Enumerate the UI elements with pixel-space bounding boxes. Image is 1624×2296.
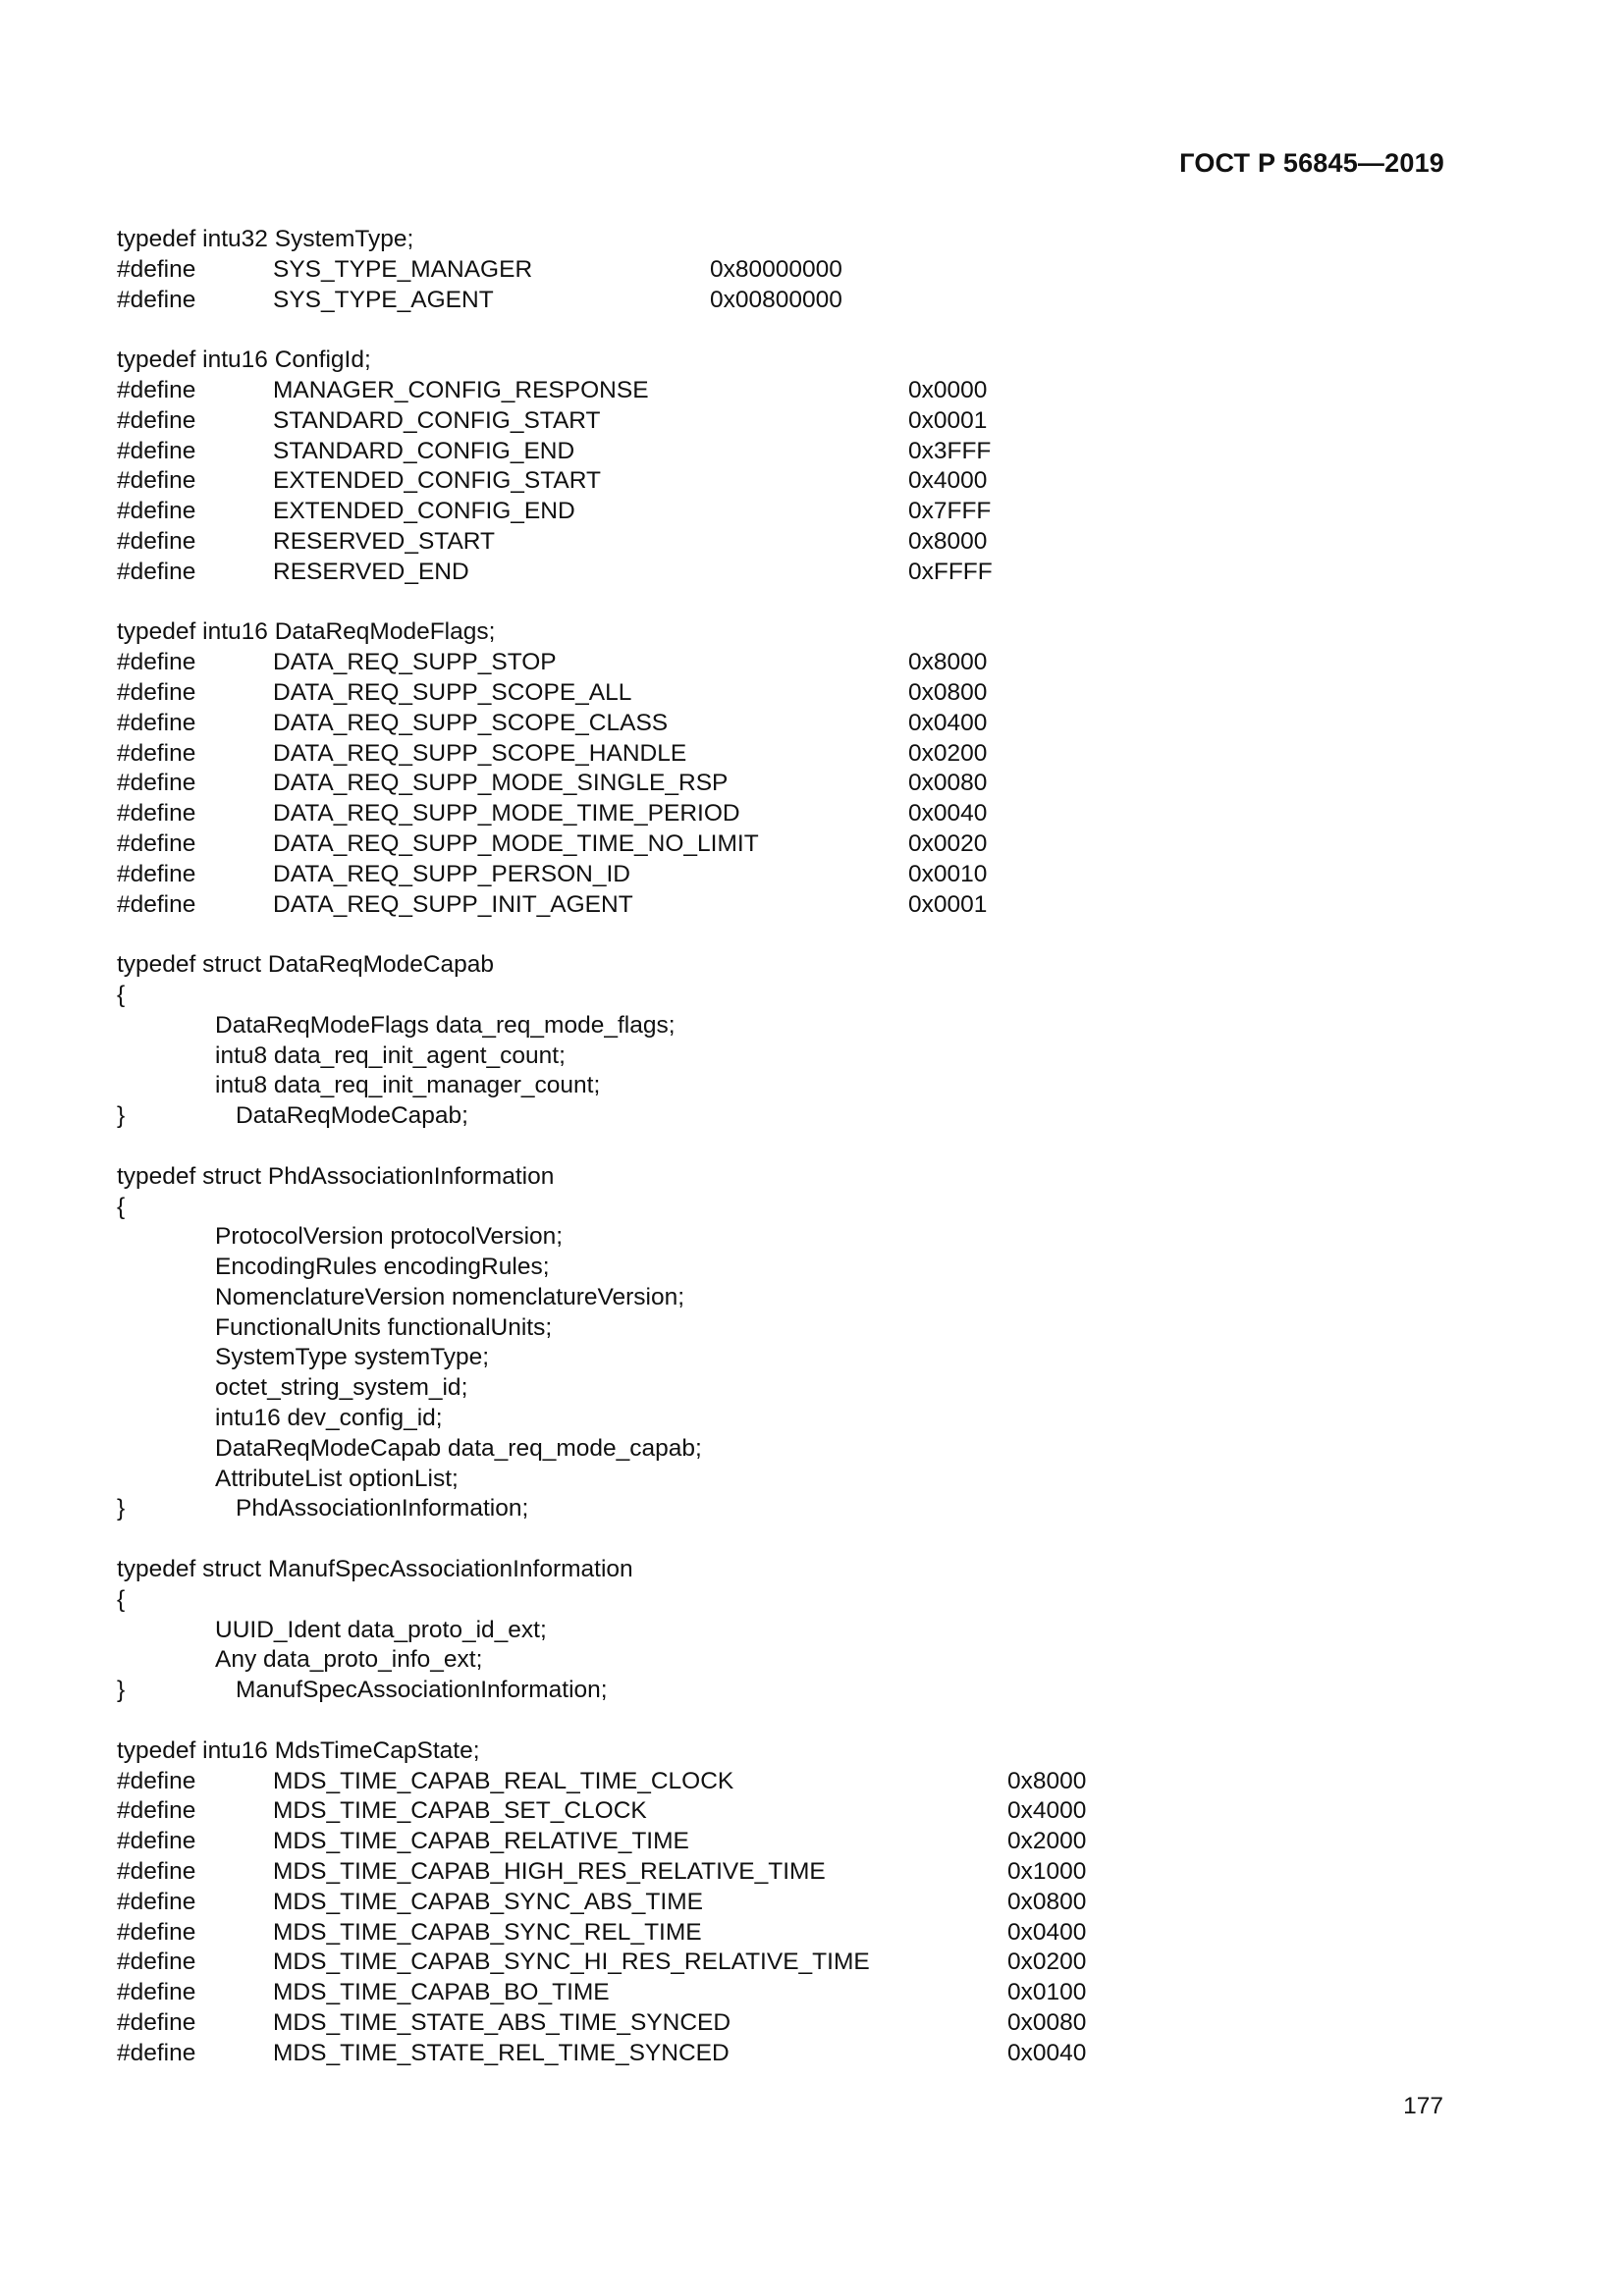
define-value: 0x2000 bbox=[1007, 1828, 1087, 1855]
define-value: 0x0040 bbox=[1007, 2039, 1087, 2066]
standard-header: ГОСТ Р 56845—2019 bbox=[1179, 148, 1444, 178]
struct-declaration: typedef struct PhdAssociationInformation bbox=[117, 1162, 555, 1190]
struct-data-req-mode-capab bbox=[117, 950, 1491, 1132]
struct-field: UUID_Ident data_proto_id_ext; bbox=[215, 1616, 547, 1643]
define-line bbox=[117, 558, 1491, 588]
typedef-line: typedef intu16 DataReqModeFlags; bbox=[117, 618, 496, 646]
define-line bbox=[117, 1978, 1491, 2008]
define-line bbox=[117, 1767, 1491, 1797]
define-value: 0x0400 bbox=[908, 709, 988, 736]
define-line bbox=[117, 739, 1491, 770]
define-value: 0x8000 bbox=[908, 649, 988, 676]
struct-type-name: DataReqModeCapab; bbox=[236, 1102, 468, 1130]
define-line bbox=[117, 678, 1491, 709]
struct-type-name: ManufSpecAssociationInformation; bbox=[236, 1677, 608, 1704]
struct-field: SystemType systemType; bbox=[215, 1344, 490, 1371]
struct-field: AttributeList optionList; bbox=[215, 1465, 459, 1492]
define-value: 0x0000 bbox=[908, 376, 988, 403]
struct-declaration: typedef struct DataReqModeCapab bbox=[117, 951, 495, 979]
define-keyword: #define bbox=[117, 286, 196, 313]
define-value: 0x0020 bbox=[908, 829, 988, 857]
define-line bbox=[117, 1918, 1491, 1949]
struct-field: octet_string_system_id; bbox=[215, 1374, 468, 1402]
define-value: 0x0200 bbox=[908, 739, 988, 767]
define-keyword: #define bbox=[117, 649, 196, 676]
define-value: 0x0080 bbox=[908, 770, 988, 797]
define-keyword: #define bbox=[117, 1979, 196, 2006]
define-value: 0x0100 bbox=[1007, 1979, 1087, 2006]
define-keyword: #define bbox=[117, 2009, 196, 2037]
define-line bbox=[117, 376, 1491, 406]
define-name: DATA_REQ_SUPP_SCOPE_ALL bbox=[273, 678, 632, 706]
define-name: RESERVED_END bbox=[273, 558, 469, 585]
define-name: EXTENDED_CONFIG_END bbox=[273, 498, 575, 525]
define-name: MANAGER_CONFIG_RESPONSE bbox=[273, 376, 649, 403]
define-keyword: #define bbox=[117, 739, 196, 767]
define-value: 0x0800 bbox=[908, 678, 988, 706]
define-value: 0xFFFF bbox=[908, 558, 993, 585]
define-name: EXTENDED_CONFIG_START bbox=[273, 467, 601, 495]
define-value: 0x8000 bbox=[1007, 1767, 1087, 1794]
struct-field: intu8 data_req_init_manager_count; bbox=[215, 1072, 601, 1099]
define-line bbox=[117, 1888, 1491, 1918]
define-keyword: #define bbox=[117, 829, 196, 857]
define-name: DATA_REQ_SUPP_STOP bbox=[273, 649, 557, 676]
define-name: DATA_REQ_SUPP_MODE_SINGLE_RSP bbox=[273, 770, 729, 797]
struct-field: NomenclatureVersion nomenclatureVersion; bbox=[215, 1283, 685, 1310]
define-keyword: #define bbox=[117, 860, 196, 887]
define-keyword: #define bbox=[117, 527, 196, 555]
define-value: 0x0080 bbox=[1007, 2009, 1087, 2037]
define-name: DATA_REQ_SUPP_MODE_TIME_PERIOD bbox=[273, 800, 740, 828]
define-value: 0x0001 bbox=[908, 406, 988, 434]
define-value: 0x0800 bbox=[1007, 1888, 1087, 1915]
define-line bbox=[117, 709, 1491, 739]
struct-declaration: typedef struct ManufSpecAssociationInformation bbox=[117, 1556, 633, 1583]
define-name: MDS_TIME_CAPAB_RELATIVE_TIME bbox=[273, 1828, 689, 1855]
define-keyword: #define bbox=[117, 1888, 196, 1915]
define-keyword: #define bbox=[117, 467, 196, 495]
define-line bbox=[117, 829, 1491, 860]
define-group-mds-time-cap-state bbox=[117, 1767, 1491, 2069]
struct-field: intu16 dev_config_id; bbox=[215, 1405, 443, 1432]
define-line bbox=[117, 890, 1491, 921]
define-name: DATA_REQ_SUPP_MODE_TIME_NO_LIMIT bbox=[273, 829, 759, 857]
define-keyword: #define bbox=[117, 1828, 196, 1855]
define-name: DATA_REQ_SUPP_SCOPE_CLASS bbox=[273, 709, 669, 736]
struct-field: intu8 data_req_init_agent_count; bbox=[215, 1041, 566, 1069]
define-keyword: #define bbox=[117, 890, 196, 918]
define-line bbox=[117, 1796, 1491, 1827]
define-line bbox=[117, 769, 1491, 799]
struct-field: EncodingRules encodingRules; bbox=[215, 1254, 550, 1281]
define-name: DATA_REQ_SUPP_PERSON_ID bbox=[273, 860, 630, 887]
struct-phd-association-information bbox=[117, 1162, 1491, 1525]
define-line bbox=[117, 406, 1491, 437]
define-keyword: #define bbox=[117, 709, 196, 736]
define-value: 0x00800000 bbox=[710, 286, 842, 313]
define-name: MDS_TIME_CAPAB_BO_TIME bbox=[273, 1979, 610, 2006]
struct-close: } PhdAssociationInformation; bbox=[117, 1494, 1491, 1524]
define-line bbox=[117, 799, 1491, 829]
define-value: 0x1000 bbox=[1007, 1858, 1087, 1886]
define-line bbox=[117, 860, 1491, 890]
define-keyword: #define bbox=[117, 1797, 196, 1825]
define-name: MDS_TIME_STATE_REL_TIME_SYNCED bbox=[273, 2039, 730, 2066]
define-value: 0x8000 bbox=[908, 527, 988, 555]
define-group-config-id bbox=[117, 376, 1491, 588]
define-keyword: #define bbox=[117, 800, 196, 828]
define-value: 0x7FFF bbox=[908, 498, 992, 525]
define-group-system-type bbox=[117, 255, 1491, 316]
define-keyword: #define bbox=[117, 558, 196, 585]
struct-open-brace: { bbox=[117, 981, 126, 1008]
define-line bbox=[117, 1948, 1491, 1978]
define-value: 0x3FFF bbox=[908, 437, 992, 464]
define-name: STANDARD_CONFIG_START bbox=[273, 406, 601, 434]
define-value: 0x0001 bbox=[908, 890, 988, 918]
define-keyword: #define bbox=[117, 498, 196, 525]
define-value: 0x0010 bbox=[908, 860, 988, 887]
define-name: STANDARD_CONFIG_END bbox=[273, 437, 575, 464]
define-value: 0x0200 bbox=[1007, 1949, 1087, 1976]
define-keyword: #define bbox=[117, 1918, 196, 1946]
typedef-line: typedef intu16 MdsTimeCapState; bbox=[117, 1736, 480, 1764]
define-value: 0x4000 bbox=[908, 467, 988, 495]
define-name: SYS_TYPE_AGENT bbox=[273, 286, 494, 313]
define-name: DATA_REQ_SUPP_SCOPE_HANDLE bbox=[273, 739, 687, 767]
define-line bbox=[117, 286, 1491, 316]
page-number: 177 bbox=[1403, 2093, 1443, 2119]
struct-field: ProtocolVersion protocolVersion; bbox=[215, 1223, 564, 1251]
define-name: SYS_TYPE_MANAGER bbox=[273, 255, 533, 283]
define-name: DATA_REQ_SUPP_INIT_AGENT bbox=[273, 890, 633, 918]
struct-close: } DataReqModeCapab; bbox=[117, 1101, 1491, 1132]
define-line bbox=[117, 255, 1491, 286]
define-name: MDS_TIME_STATE_ABS_TIME_SYNCED bbox=[273, 2009, 731, 2037]
define-name: MDS_TIME_CAPAB_SYNC_HI_RES_RELATIVE_TIME bbox=[273, 1949, 870, 1976]
define-line bbox=[117, 2039, 1491, 2069]
define-line bbox=[117, 648, 1491, 678]
define-keyword: #define bbox=[117, 1858, 196, 1886]
struct-type-name: PhdAssociationInformation; bbox=[236, 1495, 529, 1522]
define-line bbox=[117, 1827, 1491, 1857]
define-value: 0x4000 bbox=[1007, 1797, 1087, 1825]
struct-open-brace: { bbox=[117, 1193, 126, 1220]
define-keyword: #define bbox=[117, 376, 196, 403]
define-line bbox=[117, 466, 1491, 497]
struct-field: FunctionalUnits functionalUnits; bbox=[215, 1313, 553, 1341]
define-name: MDS_TIME_CAPAB_REAL_TIME_CLOCK bbox=[273, 1767, 734, 1794]
struct-close: } ManufSpecAssociationInformation; bbox=[117, 1676, 1491, 1706]
struct-field: DataReqModeCapab data_req_mode_capab; bbox=[215, 1434, 702, 1462]
define-value: 0x0400 bbox=[1007, 1918, 1087, 1946]
define-name: MDS_TIME_CAPAB_SET_CLOCK bbox=[273, 1797, 647, 1825]
define-line bbox=[117, 497, 1491, 527]
struct-field: DataReqModeFlags data_req_mode_flags; bbox=[215, 1011, 676, 1039]
define-name: MDS_TIME_CAPAB_SYNC_ABS_TIME bbox=[273, 1888, 703, 1915]
define-keyword: #define bbox=[117, 437, 196, 464]
define-line bbox=[117, 527, 1491, 558]
define-line bbox=[117, 1857, 1491, 1888]
struct-field: Any data_proto_info_ext; bbox=[215, 1646, 483, 1674]
define-keyword: #define bbox=[117, 406, 196, 434]
struct-manuf-spec-association-information bbox=[117, 1555, 1491, 1706]
define-value: 0x0040 bbox=[908, 800, 988, 828]
define-keyword: #define bbox=[117, 1949, 196, 1976]
define-keyword: #define bbox=[117, 1767, 196, 1794]
define-name: MDS_TIME_CAPAB_HIGH_RES_RELATIVE_TIME bbox=[273, 1858, 826, 1886]
define-keyword: #define bbox=[117, 255, 196, 283]
typedef-line: typedef intu16 ConfigId; bbox=[117, 347, 371, 374]
define-value: 0x80000000 bbox=[710, 255, 842, 283]
define-keyword: #define bbox=[117, 678, 196, 706]
code-listing bbox=[117, 225, 1491, 2069]
define-name: RESERVED_START bbox=[273, 527, 496, 555]
define-keyword: #define bbox=[117, 2039, 196, 2066]
typedef-line: typedef intu32 SystemType; bbox=[117, 226, 414, 252]
define-line bbox=[117, 2008, 1491, 2039]
define-name: MDS_TIME_CAPAB_SYNC_REL_TIME bbox=[273, 1918, 702, 1946]
struct-open-brace: { bbox=[117, 1585, 126, 1613]
define-keyword: #define bbox=[117, 770, 196, 797]
define-group-data-req-mode-flags bbox=[117, 648, 1491, 920]
define-line bbox=[117, 437, 1491, 467]
